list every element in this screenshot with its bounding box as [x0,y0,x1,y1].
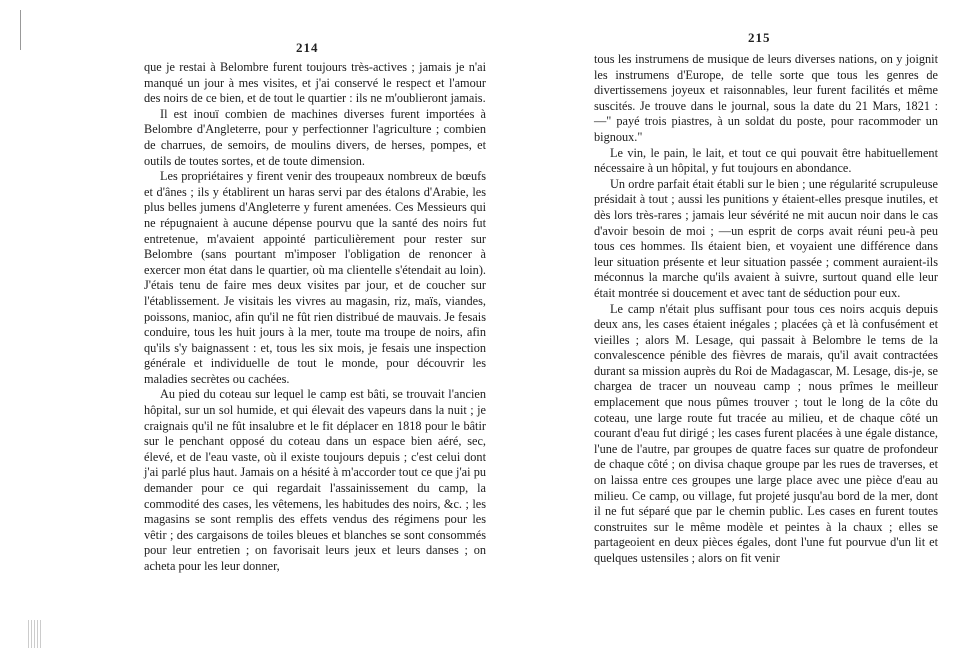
right-page [490,0,980,651]
paragraph: Il est inouï combien de machines diverses furent importées à Belombre d'Angleterre, pour y perfectionner l'agriculture ; combien de charrues, de semoirs, de moulins divers, de herses, pompes, et outils de toutes sortes, et de toute dimension. [144,106,486,168]
paragraph: Les propriétaires y firent venir des troupeaux nombreux de bœufs et d'ânes ; ils y établirent un haras servi par des étalons d'Arabie, les plus belles jumens d'Angleterre y furent amenées. Ces Messieurs qui ne répugnaient à aucune dépense pourvu que la santé des noirs fut entretenue, m'avaient appointé particulièrement pour rester sur Belombre (sans pourtant m'imposer l'obligation de renoncer à exercer mon état dans le quartier, où ma clientelle s'étendait au loin). J'étais tenu de faire mes deux visites par jour, et de coucher sur l'établissement. Je visitais les vivres au magasin, riz, maïs, viandes, poissons, manioc, afin qu'il ne fût rien distribué de mauvais. Je fesais conduire, tous les huit jours à la mer, toute ma troupe de noirs, afin qu'ils s'y baignassent : et, tous les six mois, je fesais une inspection générale et individuelle de tout le monde, pour découvrir les maladies secrètes ou cachées. [144,169,486,386]
right-page-body [594,52,938,567]
paragraph: que je restai à Belombre furent toujours très-actives ; jamais je n'ai manqué un jour à mes visites, et j'ai conservé le respect et l'amour des noirs de ce bien, et de tout le quartier : ils ne m'oublieront jamais. [144,60,486,106]
paragraph: Au pied du coteau sur lequel le camp est bâti, se trouvait l'ancien hôpital, sur un sol humide, et qui élevait des vapeurs dans la nuit ; je craignais qu'il ne fût insalubre et le fit déplacer en 1818 pour le bâtir sur le penchant opposé du coteau dans un espace bien aéré, sec, élevé, et de l'eau vaste, où il existe toujours depuis ; c'est celui dont j'ai parlé plus haut. Jamais on a hésité à m'accorder tout ce que j'ai pu demander pour ce qui regardait l'assainissement du camp, la commodité des cases, les vêtemens, les habitudes des noirs, &c. ; les magasins se sont remplis des effets vendus des régimens pour les vêtir ; des cargaisons de toiles bleues et blanches se sont consommés pour leur entretien ; on favorisait leurs jeux et leurs danses ; on acheta pour les leur donner, [144,387,486,573]
page-number-left: 214 [296,40,319,55]
paragraph: Le vin, le pain, le lait, et tout ce qui pouvait être habituellement nécessaire à un hôpital, y fut toujours en abondance. [594,145,938,176]
paragraph: Un ordre parfait était établi sur le bien ; une régularité scrupuleuse présidait à tout ; aussi les punitions y étaient-elles presque inutiles, et dès lors très-rares ; jamais leur sévérité ne mit aucun noir dans le cas d'avoir besoin de moi ; —un esprit de corps avait réuni peu-à peu tous ces hommes. Ils étaient bien, et voyaient une différence dans leur situation présente et leur situation passée ; comment auraient-ils méconnus la marche qu'ils avaient à suivre, surtout quand elle leur était montrée si doucement et avec tant de séduction pour eux. [594,176,938,300]
left-page-body [144,60,486,575]
paragraph: tous les instrumens de musique de leurs diverses nations, on y joignit les instrumens d'Europe, de telle sorte que tous les genres de divertissemens joyeux et raisonnables, leur furent facilités et même suscités. Je trouve dans le journal, sous la date du 21 Mars, 1821 : —" payé trois piastres, à un soldat du poste, pour racommoder un bignoux." [594,52,938,144]
paragraph: Le camp n'était plus suffisant pour tous ces noirs acquis depuis deux ans, les cases étaient inégales ; placées çà et là confusément et vieilles ; alors M. Lesage, qui passait à Belombre le tems de la convalescence pénible des fièvres de marais, qu'il avait contractées durant sa mission auprès du Roi de Madagascar, M. Lesage, dis-je, se chargea de tracer un nouveau camp ; nous prîmes le meilleur emplacement que nous pûmes trouver ; tout le long de la côte du coteau, une large route fut tracée au milieu, et de chaque côté un courant d'eau fut dirigé ; les cases furent placées à une égale distance, l'une de l'autre, par groupes de quatre faces sur quatre de profondeur de chaque côté ; on divisa chaque groupe par les rues de traverses, et on laissa entre ces groupes une large place avec une pièce d'eau au milieu. Ce camp, ou village, fut projeté jusqu'au bord de la mer, dont il ne fut séparé que par le chemin public. Les cases en furent toutes construites sur le même modèle et peintes à la chaux ; elles se partageoient en deux pièces égales, dont l'une fut pourvue d'un lit et quelques ustensiles ; alors on fit venir [594,301,938,565]
page-number-right: 215 [748,30,771,45]
